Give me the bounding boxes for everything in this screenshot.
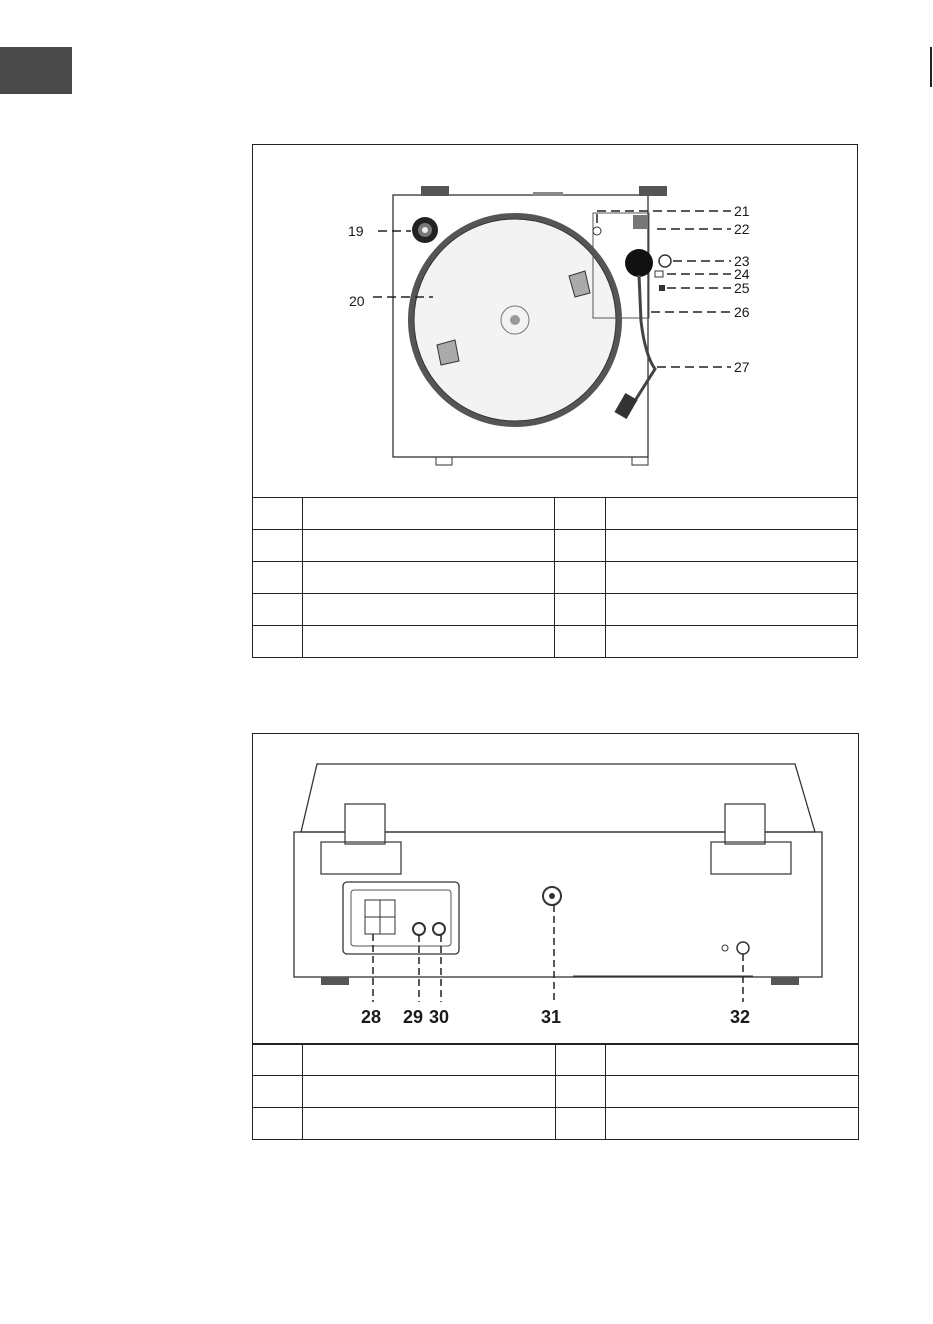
hinge-left-icon [421,186,449,196]
tonearm-icon [631,275,655,407]
legend-text-cell [303,1044,556,1076]
legend-text-cell [606,1044,859,1076]
foot-left-icon [436,457,452,465]
headshell-icon [614,393,637,419]
legend-number-cell [253,626,303,658]
led-icon [722,945,728,951]
rca-left-icon [413,923,425,935]
legend-text-cell [605,626,857,658]
cue-lever-icon [593,227,601,235]
bottom-legend-table [252,1043,859,1140]
hinge-left-icon [345,804,385,844]
hinge-right-icon [725,804,765,844]
callout-29: 29 [403,1007,424,1027]
legend-number-cell [555,498,605,530]
legend-row [253,626,858,658]
legend-row [253,1044,859,1076]
legend-number-cell [253,1044,303,1076]
callout-21: 21 [734,203,750,219]
legend-text-cell [606,1076,859,1108]
bottom-figure-panel [252,733,859,1045]
legend-row [253,594,858,626]
legend-text-cell [605,562,857,594]
top-figure-panel [252,144,858,498]
legend-number-cell [253,1108,303,1140]
legend-text-cell [303,530,555,562]
legend-row [253,562,858,594]
callout-19: 19 [348,223,364,239]
mat-tab-icon [437,340,459,365]
callout-26: 26 [734,304,750,320]
callout-25: 25 [734,280,750,296]
legend-number-cell [253,562,303,594]
legend-text-cell [303,1076,556,1108]
legend-text-cell [605,594,857,626]
auto-stop-switch-icon [659,285,665,291]
legend-number-cell [555,530,605,562]
hinge-center-icon [533,192,563,196]
callout-30: 30 [429,1007,450,1027]
headphone-jack-icon [737,942,749,954]
callout-20: 20 [349,293,365,309]
legend-number-cell [555,1076,605,1108]
counterweight-icon [625,249,653,277]
callout-24: 24 [734,266,750,282]
legend-number-cell [555,594,605,626]
speed-knob-icon [659,255,671,267]
rca-right-icon [433,923,445,935]
callout-32: 32 [730,1007,751,1027]
legend-text-cell [605,498,857,530]
legend-number-cell [555,562,605,594]
speed-selector-icon [655,271,663,277]
callout-28: 28 [361,1007,382,1027]
margin-rule [930,47,932,87]
legend-text-cell [303,626,555,658]
legend-row [253,498,858,530]
legend-number-cell [253,1076,303,1108]
turntable-rear-view [253,734,857,1044]
callout-23: 23 [734,253,750,269]
turntable-top-view [253,145,856,497]
legend-number-cell [253,530,303,562]
foot-icon [321,977,349,985]
legend-number-cell [253,498,303,530]
legend-text-cell [606,1108,859,1140]
legend-text-cell [605,530,857,562]
legend-row [253,1076,859,1108]
legend-text-cell [303,562,555,594]
legend-number-cell [253,594,303,626]
legend-number-cell [555,1108,605,1140]
legend-row [253,1108,859,1140]
legend-text-cell [303,498,555,530]
arm-rest-icon [633,215,647,229]
foot-right-icon [632,457,648,465]
callout-27: 27 [734,359,750,375]
foot-icon [771,977,799,985]
legend-number-cell [555,1044,605,1076]
top-legend-table [252,497,858,658]
legend-text-cell [303,1108,556,1140]
language-tab [0,47,72,94]
callout-22: 22 [734,221,750,237]
connection-panel [343,882,459,954]
hinge-right-icon [639,186,667,196]
legend-text-cell [303,594,555,626]
callout-31: 31 [541,1007,562,1027]
legend-number-cell [555,626,605,658]
legend-row [253,530,858,562]
